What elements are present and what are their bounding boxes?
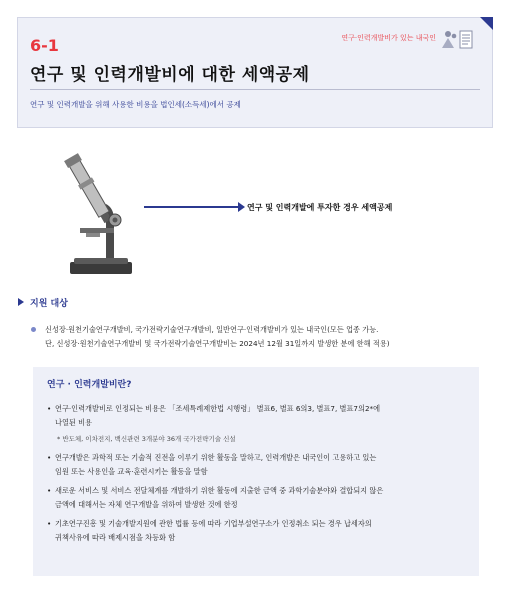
figure-caption: 연구 및 인력개발에 투자한 경우 세액공제 xyxy=(247,203,393,212)
list-item-line-2: 임원 또는 사용인을 교육·훈련시키는 활동을 말함 xyxy=(55,467,208,476)
list-bullet: • xyxy=(47,486,52,495)
list-item-line-2: 나열된 비용 xyxy=(55,418,93,427)
arrow-head-icon xyxy=(238,202,245,212)
corner-triangle-decoration xyxy=(480,17,493,30)
list-item xyxy=(47,451,467,479)
definition-list xyxy=(47,402,467,550)
category-label: 연구·인력개발비가 있는 내국인 xyxy=(341,34,436,42)
header-panel xyxy=(17,17,493,128)
microscope-icon xyxy=(60,150,150,280)
list-item-line-2: 금액에 대해서는 자체 연구개발을 위하여 발생한 것에 한정 xyxy=(55,500,238,509)
support-target-line-1: 신성장·원천기술연구개발비, 국가전략기술연구개발비, 일반연구·인력개발비가 있는 내국인(모든 업종 가능. xyxy=(45,325,379,334)
support-target xyxy=(32,323,492,350)
triangle-bullet-icon xyxy=(18,298,24,306)
figure-area xyxy=(60,150,480,280)
page-title: 연구 및 인력개발비에 대한 세액공제 xyxy=(30,65,310,85)
people-document-icon xyxy=(440,28,476,50)
title-divider xyxy=(30,89,480,90)
definition-panel xyxy=(33,367,479,576)
list-item xyxy=(47,517,467,545)
list-item-line-1: 연구개발은 과학적 또는 기술적 진전을 이루기 위한 활동을 말하고, 인력개발은 내국인이 고용하고 있는 xyxy=(55,453,377,462)
page-subtitle: 연구 및 인력개발을 위해 사용한 비용을 법인세(소득세)에서 공제 xyxy=(30,100,241,109)
list-bullet: • xyxy=(47,519,52,528)
section-number: 6-1 xyxy=(30,36,59,55)
dot-bullet-icon xyxy=(31,327,36,332)
list-item-line-1: 연구·인력개발비로 인정되는 비용은 「조세특례제한법 시행령」 별표6, 별표 6의3, 별표7, 별표7의2*에 xyxy=(55,404,381,413)
support-target-line-2: 단, 신성장·원천기술연구개발비 및 국가전략기술연구개발비는 2024년 12월 31일까지 발생한 분에 한해 적용) xyxy=(45,338,390,348)
support-heading xyxy=(18,296,68,309)
list-item-line-1: 새로운 서비스 및 서비스 전달체계를 개발하기 위한 활동에 지출한 금액 중 과학기술분야와 결합되지 않은 xyxy=(55,486,384,495)
arrow-line xyxy=(144,206,240,208)
definition-title: 연구 · 인력개발비란? xyxy=(47,380,132,390)
list-item-line-1: 기초연구진흥 및 기술개발지원에 관한 법률 등에 따라 기업부설연구소가 인정취소 되는 경우 납세자의 xyxy=(55,519,372,528)
list-item xyxy=(47,484,467,512)
support-heading-text: 지원 대상 xyxy=(30,299,68,309)
footnote: * 반도체, 이차전지, 백신관련 3개분야 36개 국가전략기술 신설 xyxy=(57,435,236,443)
list-item-line-2: 귀책사유에 따라 배제시점을 차등화 함 xyxy=(55,533,176,542)
list-bullet: • xyxy=(47,453,52,462)
list-item xyxy=(47,402,467,430)
list-bullet: • xyxy=(47,404,52,413)
